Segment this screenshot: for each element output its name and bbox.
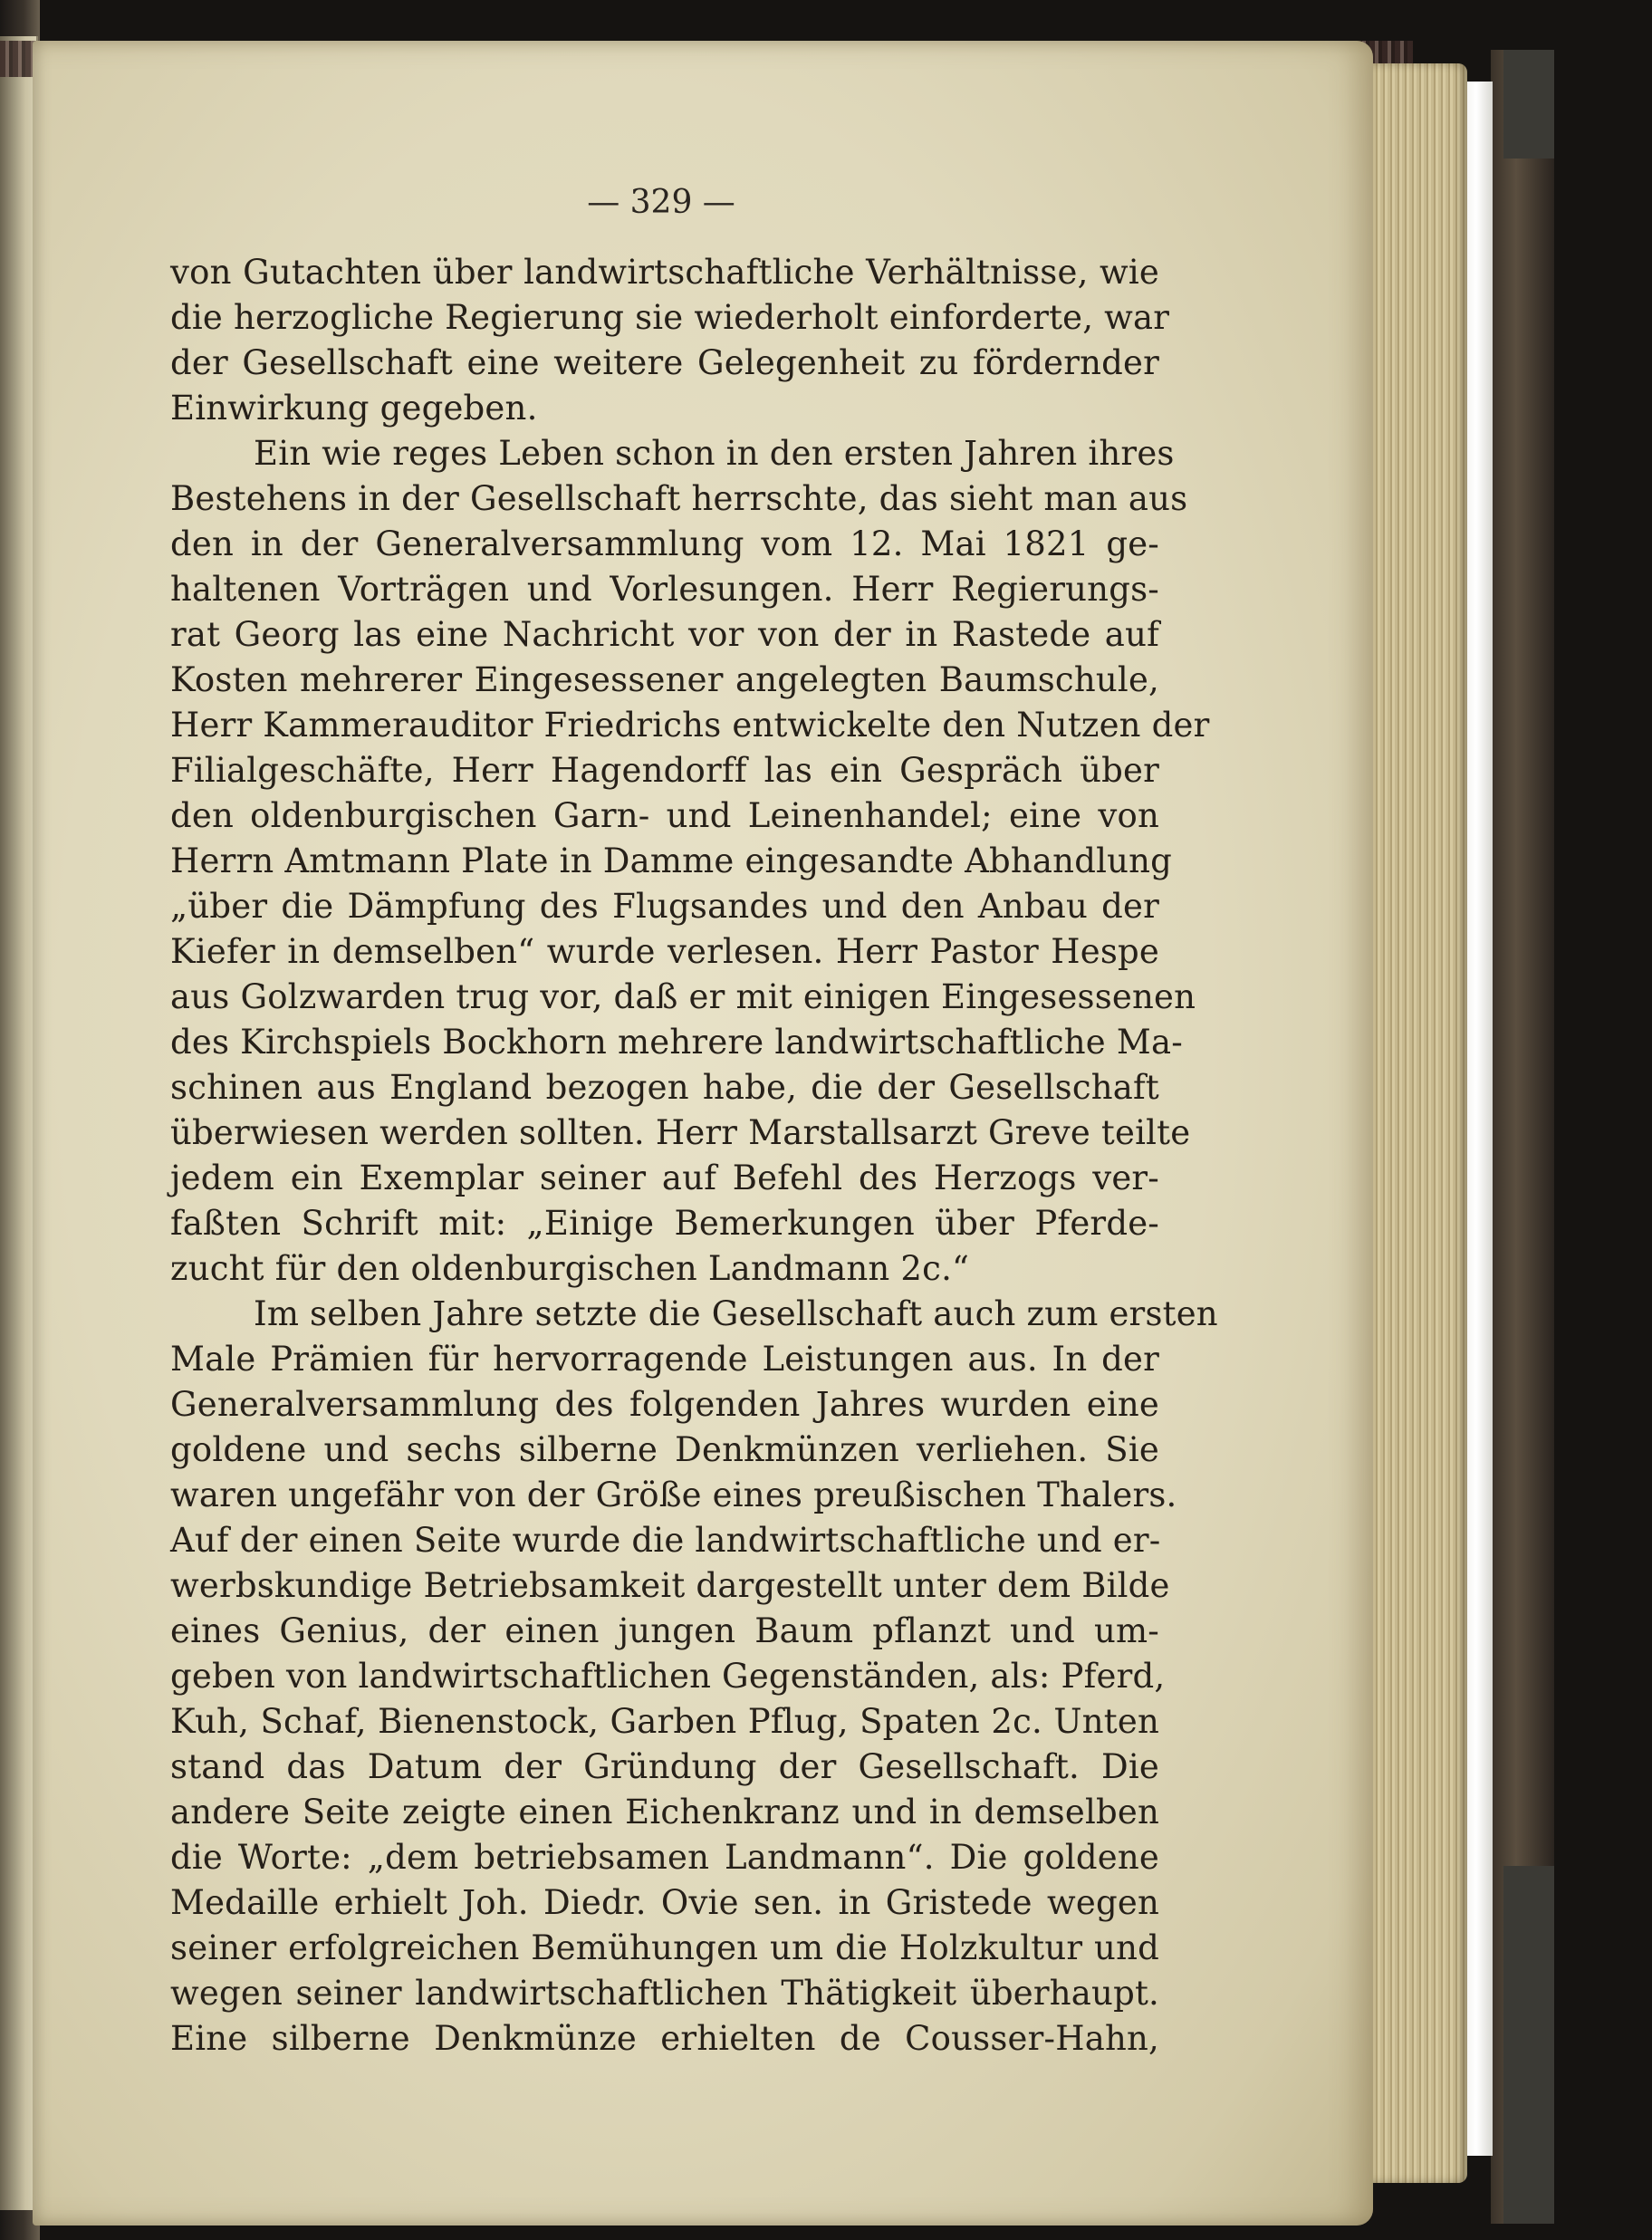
text-line: geben von landwirtschaftlichen Gegenständen, als: Pferd, xyxy=(170,1657,1166,1696)
text-line: Kuh, Schaf, Bienenstock, Garben Pflug, Spaten 2c. Unten xyxy=(170,1702,1159,1741)
text-line: wegen seiner landwirtschaftlichen Thätigkeit überhaupt. xyxy=(170,1974,1159,2013)
text-line: Medaille erhielt Joh. Diedr. Ovie sen. in Gristede wegen xyxy=(170,1883,1159,1922)
text-line: Generalversammlung des folgenden Jahres wurden eine xyxy=(170,1385,1159,1424)
text-line: Ein wie reges Leben schon in den ersten Jahren ihres xyxy=(254,434,1175,473)
text-line: seiner erfolgreichen Bemühungen um die Holzkultur und xyxy=(170,1928,1159,1967)
text-line: Eine silberne Denkmünze erhielten de Cousser-Hahn, xyxy=(170,2019,1159,2058)
text-line: der Gesellschaft eine weitere Gelegenheit zu fördernder xyxy=(170,343,1159,382)
text-line: zucht für den oldenburgischen Landmann 2c.“ xyxy=(170,1249,970,1288)
text-line: Bestehens in der Gesellschaft herrschte, das sieht man aus xyxy=(170,479,1188,518)
text-line: Einwirkung gegeben. xyxy=(170,389,538,428)
text-line: eines Genius, der einen jungen Baum pflanzt und um- xyxy=(170,1611,1159,1650)
text-line: Herr Kammerauditor Friedrichs entwickelte den Nutzen der xyxy=(170,706,1210,745)
page-number: — 329 — xyxy=(587,184,735,221)
text-line: jedem ein Exemplar seiner auf Befehl des Herzogs ver- xyxy=(170,1158,1159,1197)
text-line: stand das Datum der Gründung der Gesellschaft. Die xyxy=(170,1747,1159,1786)
cover-corner-bottom xyxy=(1503,1866,1554,2224)
text-line: von Gutachten über landwirtschaftliche Verhältnisse, wie xyxy=(170,253,1159,292)
text-line: faßten Schrift mit: „Einige Bemerkungen über Pferde- xyxy=(170,1204,1159,1243)
text-line: aus Golzwarden trug vor, daß er mit einigen Eingesessenen xyxy=(170,977,1196,1016)
text-line: goldene und sechs silberne Denkmünzen verliehen. Sie xyxy=(170,1430,1159,1469)
text-line: die herzogliche Regierung sie wiederholt einforderte, war xyxy=(170,298,1170,337)
body-text xyxy=(170,250,1218,2062)
text-line: rat Georg las eine Nachricht vor von der in Rastede auf xyxy=(170,615,1159,654)
page-stack-edge xyxy=(1359,63,1467,2183)
text-line: Filialgeschäfte, Herr Hagendorff las ein Gespräch über xyxy=(170,751,1159,790)
text-line: des Kirchspiels Bockhorn mehrere landwirtschaftliche Ma- xyxy=(170,1023,1183,1062)
text-line: Kosten mehrerer Eingesessener angelegten Baumschule, xyxy=(170,660,1159,699)
text-line: Kiefer in demselben“ wurde verlesen. Herr Pastor Hespe xyxy=(170,932,1159,971)
text-line: werbskundige Betriebsamkeit dargestellt unter dem Bilde xyxy=(170,1566,1170,1605)
text-line: den in der Generalversammlung vom 12. Mai 1821 ge- xyxy=(170,524,1159,563)
text-line: andere Seite zeigte einen Eichenkranz und in demselben xyxy=(170,1793,1159,1831)
text-line: schinen aus England bezogen habe, die der Gesellschaft xyxy=(170,1068,1159,1107)
text-line: überwiesen werden sollten. Herr Marstallsarzt Greve teilte xyxy=(170,1113,1191,1152)
text-line: Auf der einen Seite wurde die landwirtschaftliche und er- xyxy=(170,1521,1161,1560)
text-line: die Worte: „dem betriebsamen Landmann“. Die goldene xyxy=(170,1838,1159,1877)
text-line: den oldenburgischen Garn- und Leinenhandel; eine von xyxy=(170,796,1159,835)
text-line: waren ungefähr von der Größe eines preußischen Thalers. xyxy=(170,1476,1177,1514)
text-line: Male Prämien für hervorragende Leistungen aus. In der xyxy=(170,1340,1159,1379)
text-line: „über die Dämpfung des Flugsandes und den Anbau der xyxy=(170,887,1159,926)
text-line: Im selben Jahre setzte die Gesellschaft auch zum ersten xyxy=(254,1294,1218,1333)
text-line: haltenen Vorträgen und Vorlesungen. Herr Regierungs- xyxy=(170,570,1159,609)
cover-corner-top xyxy=(1503,50,1554,159)
text-line: Herrn Amtmann Plate in Damme eingesandte Abhandlung xyxy=(170,841,1173,880)
